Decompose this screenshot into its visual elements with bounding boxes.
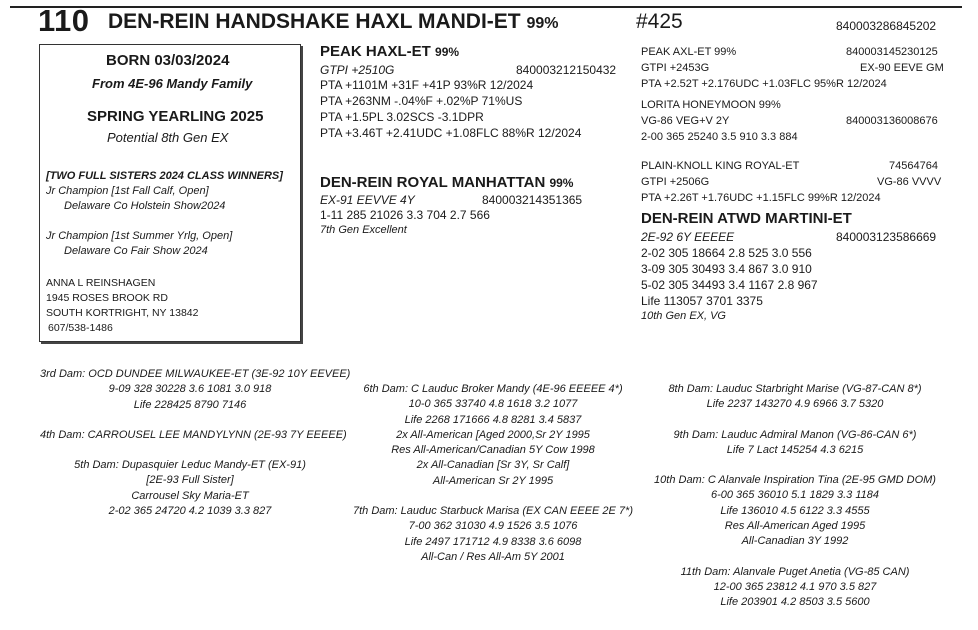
owner-phone: 607/538-1486: [48, 322, 113, 334]
dam-sire-class: VG-86 VVVV: [877, 176, 942, 188]
header-rule: [10, 6, 962, 8]
lot-number: 110: [38, 3, 90, 38]
tenth-dam-record: 6-00 365 36010 5.1 1829 3.3 1184: [710, 489, 879, 502]
dam-name: [320, 174, 573, 191]
animal-percent: 99%: [526, 15, 559, 32]
class-title: SPRING YEARLING 2025: [87, 108, 264, 125]
animal-name: [108, 10, 559, 34]
sire-pta-line: PTA +3.46T +2.41UDC +1.08FLC 88%R 12/2024: [320, 126, 582, 140]
sire-dam-name: LORITA HONEYMOON 99%: [641, 99, 781, 111]
dam-sire-gtpi: GTPI +2506G: [641, 176, 710, 188]
sixth-dam-award: Res All-American/Canadian 5Y Cow 1998: [391, 444, 595, 457]
owner-city: SOUTH KORTRIGHT, NY 13842: [46, 307, 199, 319]
dam-percent: 99%: [549, 176, 574, 190]
registration-number: 840003286845202: [836, 19, 937, 33]
eleventh-dam-record: 12-00 365 23812 4.1 970 3.5 827: [713, 580, 877, 593]
dam-sire-reg: 74564764: [889, 160, 938, 172]
sire-dam-reg: 840003136008676: [846, 115, 938, 127]
sire-gtpi: GTPI +2510G: [320, 63, 395, 77]
fifth-dam-sister: Carrousel Sky Maria-ET: [131, 489, 249, 502]
eighth-dam-title: 8th Dam: Lauduc Starbright Marise (VG-87-CAN 8*): [668, 383, 922, 395]
sire-name-text: PEAK HAXL-ET: [320, 43, 431, 60]
sire-pta-line: PTA +1101M +31F +41P 93%R 12/2024: [320, 78, 534, 92]
sire-pta-line: PTA +1.5PL 3.02SCS -3.1DPR: [320, 110, 484, 124]
sire-sire-class: EX-90 EEVE GM: [860, 62, 944, 74]
sire-name: [320, 43, 459, 60]
ninth-dam-title: 9th Dam: Lauduc Admiral Manon (VG-86-CAN 6*): [673, 428, 917, 441]
sixth-dam-life: Life 2268 171666 4.8 8281 3.4 5837: [404, 413, 582, 426]
seventh-dam-title: 7th Dam: Lauduc Starbuck Marisa (EX CAN EEEE 2E 7*): [352, 505, 633, 518]
eleventh-dam-title: 11th Dam: Alanvale Puget Anetia (VG-85 CAN): [680, 565, 910, 578]
dam-dam-record: 3-09 305 30493 3.4 867 3.0 910: [641, 262, 812, 276]
third-dam-title: 3rd Dam: OCD DUNDEE MILWAUKEE-ET (3E-92 10Y EEVEE): [40, 368, 351, 380]
sire-sire-pta: PTA +2.52T +2.176UDC +1.03FLC 95%R 12/2024: [641, 78, 887, 90]
tenth-dam-title: 10th Dam: C Alanvale Inspiration Tina (2E-95 GMD DOM): [654, 474, 936, 487]
sixth-dam-record: 10-0 365 33740 4.8 1618 3.2 1077: [408, 398, 578, 411]
dam-gen: 7th Gen Excellent: [320, 224, 407, 236]
sire-reg: 840003212150432: [516, 63, 617, 77]
fifth-dam-record: 2-02 365 24720 4.2 1039 3.3 827: [108, 505, 272, 518]
dam-record: 1-11 285 21026 3.3 704 2.7 566: [320, 208, 490, 222]
dam-dam-name: DEN-REIN ATWD MARTINI-ET: [641, 210, 852, 227]
dam-sire-pta: PTA +2.26T +1.76UDC +1.15FLC 99%R 12/2024: [641, 192, 881, 204]
eleventh-dam-life: Life 203901 4.2 8503 3.5 5600: [720, 596, 870, 609]
dam-name-text: DEN-REIN ROYAL MANHATTAN: [320, 174, 546, 191]
dam-sire-name: PLAIN-KNOLL KING ROYAL-ET: [641, 160, 800, 172]
dam-reg: 840003214351365: [482, 193, 583, 207]
fifth-dam-note: [2E-93 Full Sister]: [146, 474, 234, 487]
dam-dam-score: 2E-92 6Y EEEEE: [641, 230, 735, 244]
dam-dam-life: Life 113057 3701 3375: [641, 294, 763, 308]
info-box: [39, 44, 301, 342]
sire-dam-score: VG-86 VEG+V 2Y: [641, 115, 730, 127]
dam-score: EX-91 EEVVE 4Y: [320, 193, 415, 207]
pedigree-col-2: [343, 382, 643, 565]
fourth-dam-title: 4th Dam: CARROUSEL LEE MANDYLYNN (2E-93 7Y EEEEE): [40, 428, 347, 441]
sixth-dam-award: All-American Sr 2Y 1995: [432, 474, 554, 487]
pedigree-col-1: [40, 367, 351, 519]
tag-code: #425: [636, 10, 683, 33]
dam-dam-record: 2-02 305 18664 2.8 525 3.0 556: [641, 246, 812, 260]
family-line: From 4E-96 Mandy Family: [92, 76, 253, 91]
tenth-dam-award: All-Canadian 3Y 1992: [741, 535, 849, 548]
eighth-dam-life: Life 2237 143270 4.9 6966 3.7 5320: [706, 398, 884, 411]
born-date: BORN 03/03/2024: [106, 52, 230, 69]
seventh-dam-award: All-Can / Res All-Am 5Y 2001: [421, 550, 565, 563]
sisters-note: [TWO FULL SISTERS 2024 CLASS WINNERS]: [46, 170, 283, 182]
award-line: Delaware Co Fair Show 2024: [64, 245, 208, 257]
sixth-dam-award: 2x All-Canadian [Sr 3Y, Sr Calf]: [416, 459, 570, 472]
sire-percent: 99%: [435, 45, 460, 59]
sire-pta-line: PTA +263NM -.04%F +.02%P 71%US: [320, 94, 523, 108]
sire-sire-reg: 840003145230125: [846, 46, 938, 58]
potential-gen: Potential 8th Gen EX: [107, 130, 229, 145]
award-line: Delaware Co Holstein Show2024: [64, 200, 226, 212]
tenth-dam-life: Life 136010 4.5 6122 3.3 4555: [720, 504, 870, 517]
seventh-dam-life: Life 2497 171712 4.9 8338 3.6 6098: [404, 535, 582, 548]
sixth-dam-title: 6th Dam: C Lauduc Broker Mandy (4E-96 EEEEE 4*): [363, 383, 623, 395]
ninth-dam-life: Life 7 Lact 145254 4.3 6215: [726, 443, 864, 456]
tenth-dam-award: Res All-American Aged 1995: [724, 520, 866, 533]
award-line: Jr Champion [1st Fall Calf, Open]: [46, 185, 209, 197]
seventh-dam-record: 7-00 362 31030 4.9 1526 3.5 1076: [408, 520, 578, 533]
animal-name-text: DEN-REIN HANDSHAKE HAXL MANDI-ET: [108, 10, 521, 33]
dam-dam-reg: 840003123586669: [836, 230, 937, 244]
sire-dam-record: 2-00 365 25240 3.5 910 3.3 884: [641, 131, 798, 143]
owner-name: ANNA L REINSHAGEN: [46, 277, 156, 289]
award-line: Jr Champion [1st Summer Yrlg, Open]: [46, 230, 233, 242]
third-dam-record: 9-09 328 30228 3.6 1081 3.0 918: [108, 383, 272, 396]
dam-dam-gen: 10th Gen EX, VG: [641, 310, 726, 322]
fifth-dam-title: 5th Dam: Dupasquier Leduc Mandy-ET (EX-91): [74, 459, 306, 472]
dam-dam-record: 5-02 305 34493 3.4 1167 2.8 967: [641, 278, 818, 292]
third-dam-life: Life 228425 8790 7146: [133, 398, 247, 411]
pedigree-col-3: [640, 382, 950, 611]
owner-street: 1945 ROSES BROOK RD: [46, 292, 168, 304]
sire-sire-name: PEAK AXL-ET 99%: [641, 46, 737, 58]
sixth-dam-award: 2x All-American [Aged 2000,Sr 2Y 1995: [396, 428, 590, 441]
sire-sire-gtpi: GTPI +2453G: [641, 62, 710, 74]
